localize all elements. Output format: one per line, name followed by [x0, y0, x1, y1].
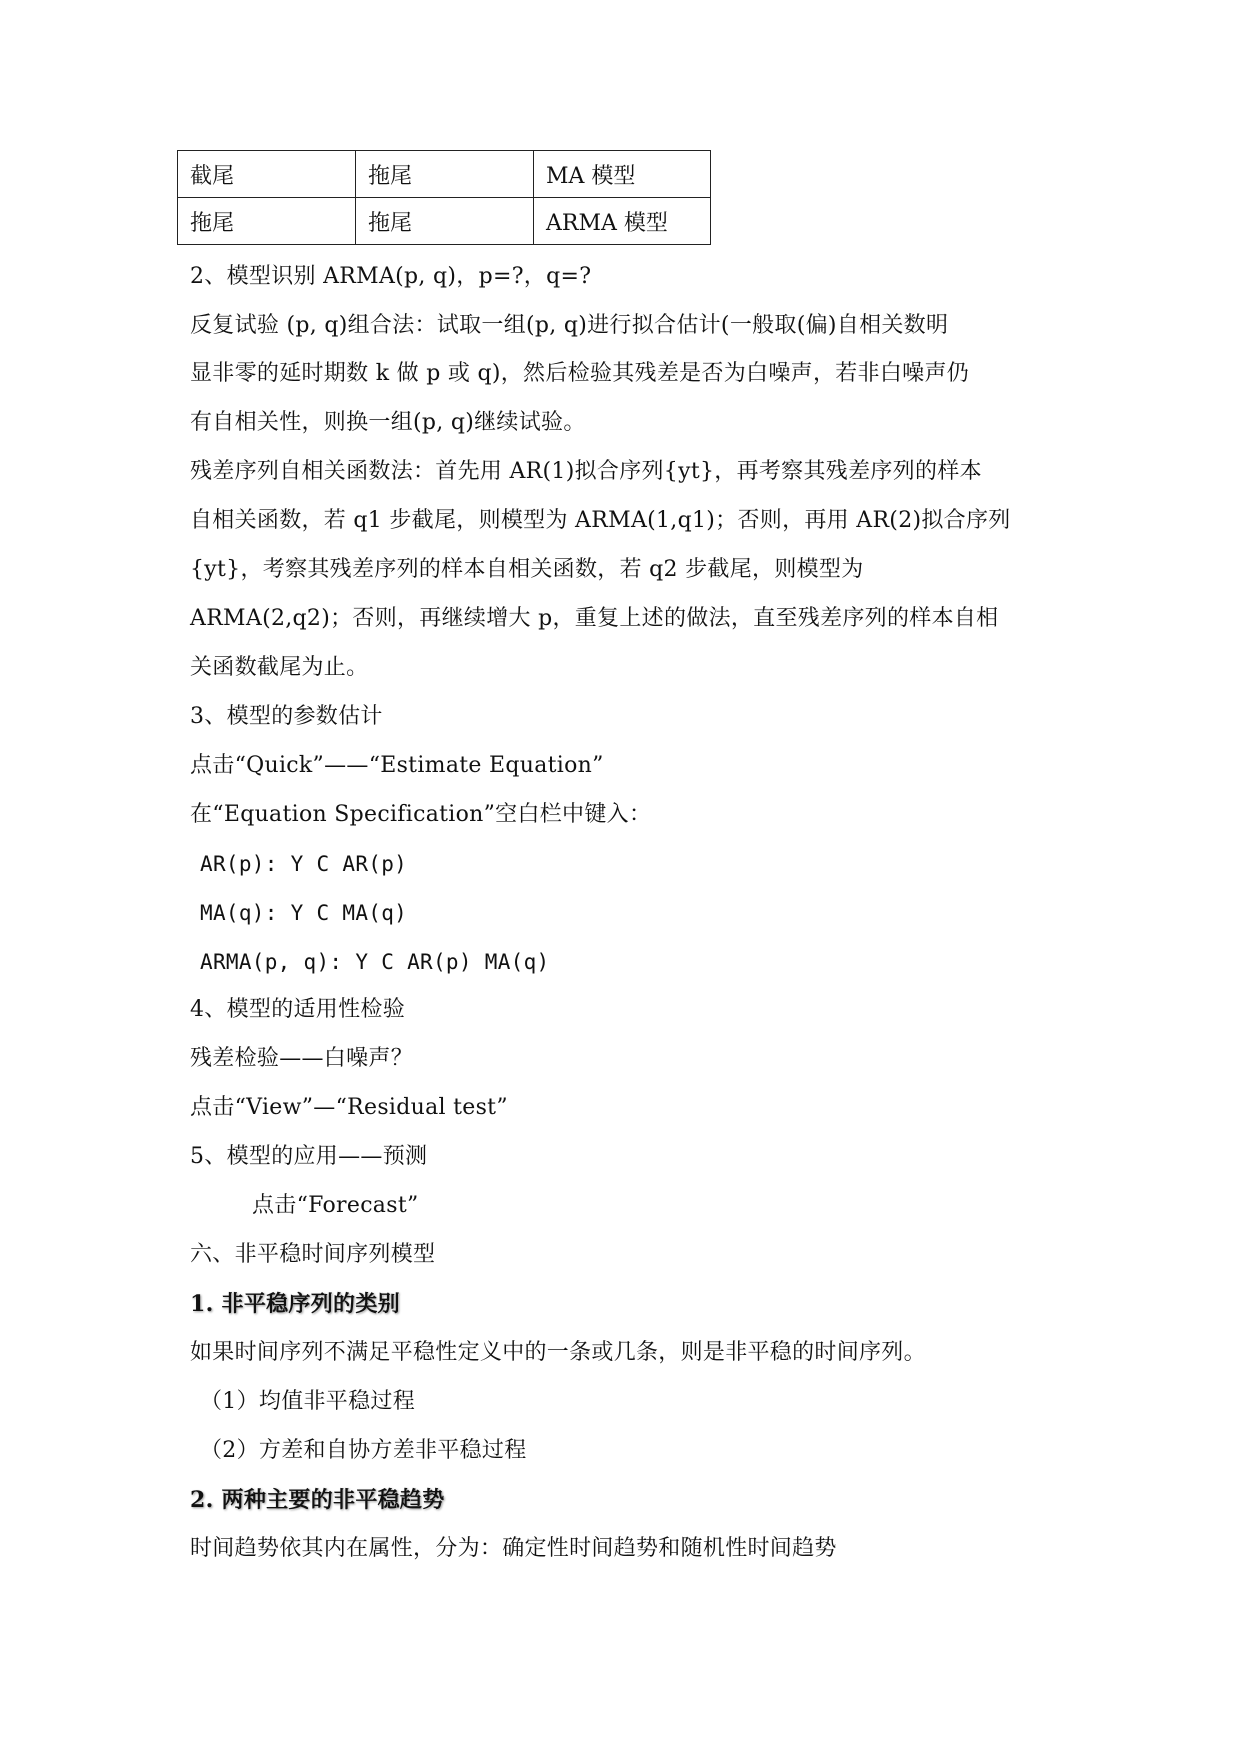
code-line: ARMA(p, q): Y C AR(p) MA(q)	[200, 950, 550, 974]
table-cell: 拖尾	[356, 198, 534, 245]
table-cell: 截尾	[178, 151, 356, 198]
model-identification-table	[177, 150, 711, 245]
table-cell: 拖尾	[178, 198, 356, 245]
paragraph-line: 有自相关性，则换一组(p, q)继续试验。	[190, 410, 586, 435]
paragraph-line: 点击“View”—“Residual test”	[190, 1095, 508, 1120]
section-heading: 3、模型的参数估计	[190, 704, 383, 729]
paragraph-line: {yt}，考察其残差序列的样本自相关函数，若 q2 步截尾，则模型为	[190, 557, 864, 582]
table-row	[178, 151, 711, 198]
paragraph-line: 显非零的延时期数 k 做 p 或 q)，然后检验其残差是否为白噪声，若非白噪声仍	[190, 361, 970, 386]
table-cell: 拖尾	[356, 151, 534, 198]
paragraph-line: 残差检验——白噪声？	[190, 1046, 414, 1071]
paragraph-line: 关函数截尾为止。	[190, 655, 369, 680]
subsection-heading: 1. 非平稳序列的类别	[190, 1291, 400, 1317]
subsection-heading: 2. 两种主要的非平稳趋势	[190, 1487, 445, 1513]
paragraph-line: 点击“Forecast”	[252, 1193, 419, 1218]
chapter-heading: 六、非平稳时间序列模型	[190, 1242, 436, 1267]
paragraph-line: 如果时间序列不满足平稳性定义中的一条或几条，则是非平稳的时间序列。	[190, 1340, 926, 1365]
list-item: （1）均值非平稳过程	[200, 1389, 415, 1414]
section-heading: 2、模型识别 ARMA(p, q)，p=?，q=?	[190, 264, 592, 289]
table-row	[178, 198, 711, 245]
paragraph-line: ARMA(2,q2)；否则，再继续增大 p，重复上述的做法，直至残差序列的样本自相	[190, 606, 999, 631]
paragraph-line: 在“Equation Specification”空白栏中键入：	[190, 802, 652, 827]
paragraph-line: 时间趋势依其内在属性，分为：确定性时间趋势和随机性时间趋势	[190, 1536, 837, 1561]
code-line: MA(q): Y C MA(q)	[200, 901, 408, 925]
table-cell: MA 模型	[534, 151, 711, 198]
code-line: AR(p): Y C AR(p)	[200, 852, 408, 876]
paragraph-line: 点击“Quick”——“Estimate Equation”	[190, 753, 604, 778]
paragraph-line: 残差序列自相关函数法：首先用 AR(1)拟合序列{yt}，再考察其残差序列的样本	[190, 459, 982, 484]
paragraph-line: 反复试验 (p, q)组合法：试取一组(p, q)进行拟合估计(一般取(偏)自相关数明	[190, 313, 949, 338]
section-heading: 4、模型的适用性检验	[190, 997, 405, 1022]
table-cell: ARMA 模型	[534, 198, 711, 245]
section-heading: 5、模型的应用——预测	[190, 1144, 428, 1169]
paragraph-line: 自相关函数，若 q1 步截尾，则模型为 ARMA(1,q1)；否则，再用 AR(2)拟合序列	[190, 508, 1011, 533]
list-item: （2）方差和自协方差非平稳过程	[200, 1438, 527, 1463]
